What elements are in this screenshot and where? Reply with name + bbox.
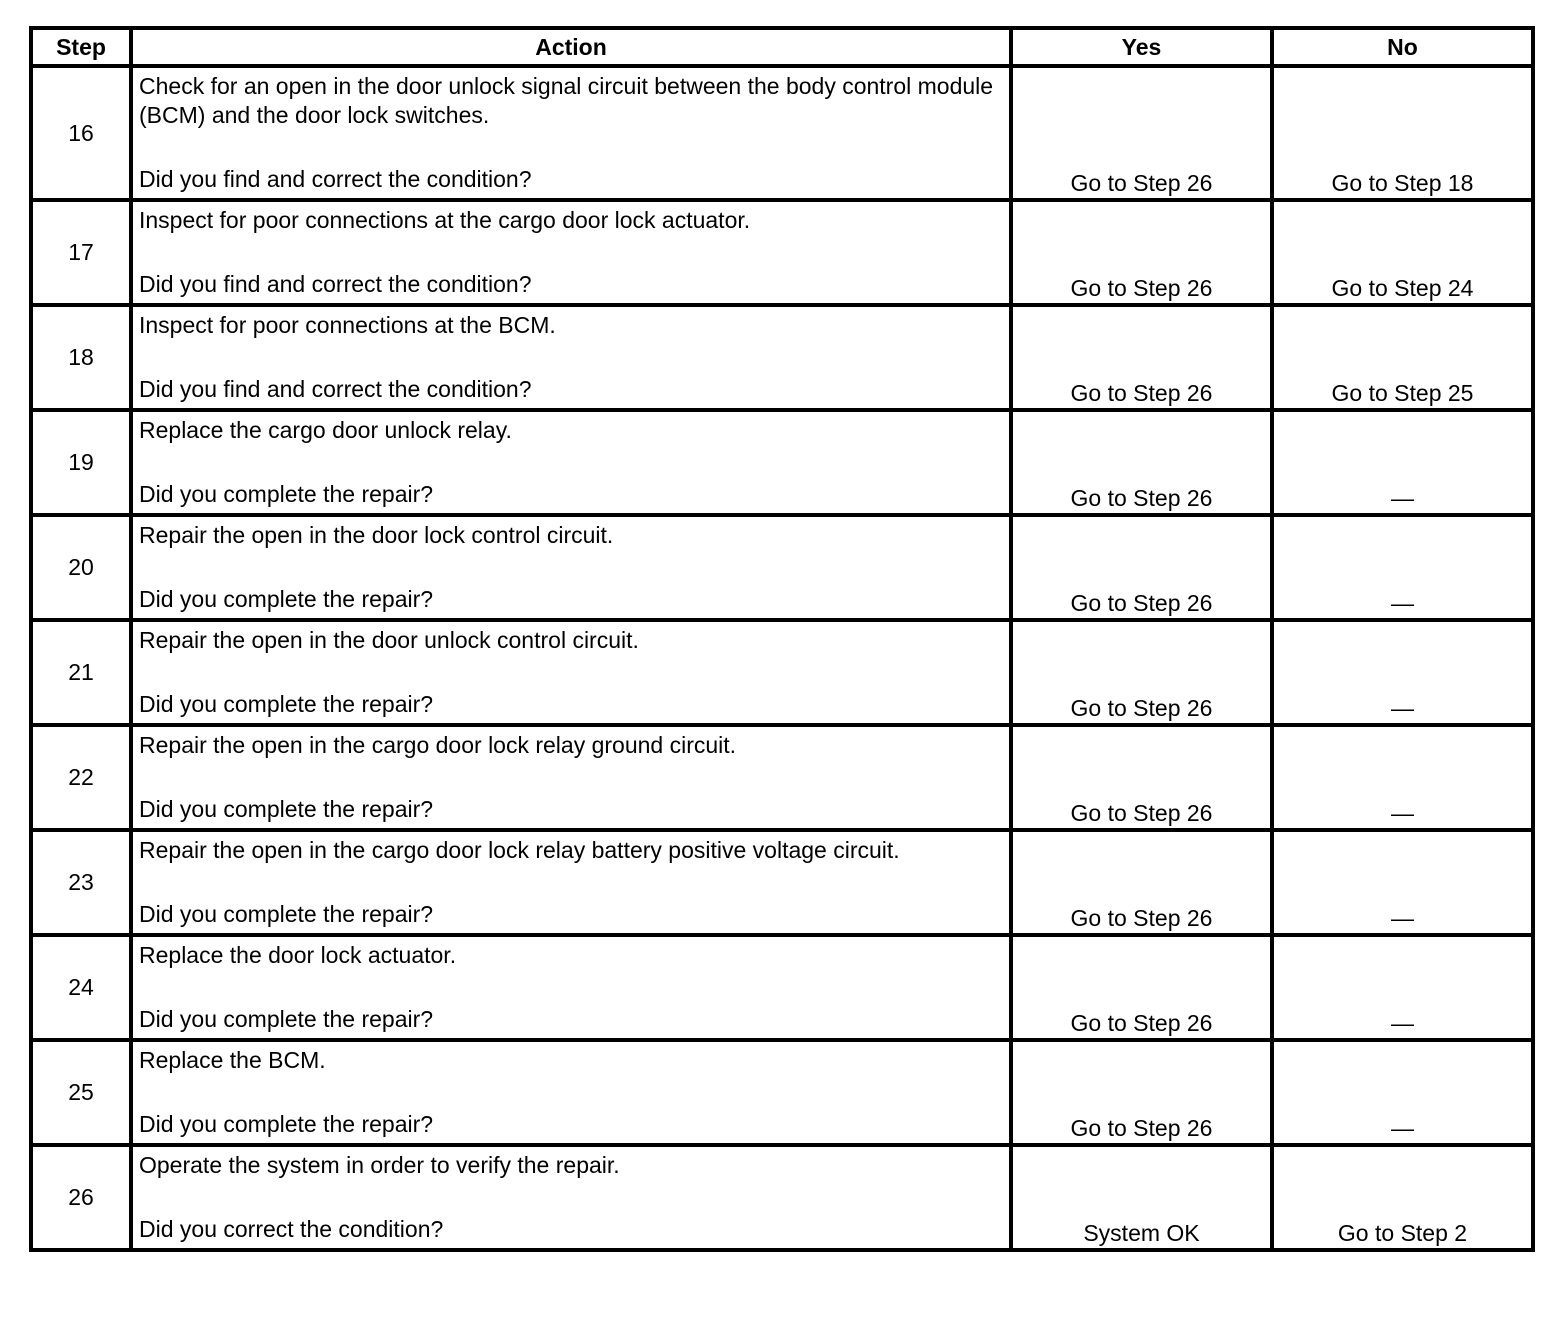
no-result: — [1272, 935, 1533, 1040]
yes-result: Go to Step 26 [1011, 1040, 1272, 1145]
yes-result: System OK [1011, 1145, 1272, 1250]
action-cell [131, 66, 1011, 200]
action-content [133, 1042, 1009, 1143]
step-number: 21 [31, 620, 131, 725]
action-question: Did you complete the repair? [139, 586, 434, 612]
action-cell [131, 200, 1011, 305]
header-step: Step [31, 28, 131, 66]
action-content [133, 937, 1009, 1038]
step-number: 26 [31, 1145, 131, 1250]
step-number: 20 [31, 515, 131, 620]
step-number: 19 [31, 410, 131, 515]
action-content [133, 68, 1009, 198]
action-content [133, 622, 1009, 723]
action-cell [131, 515, 1011, 620]
action-question: Did you complete the repair? [139, 796, 434, 822]
step-number: 22 [31, 725, 131, 830]
action-cell [131, 305, 1011, 410]
action-instruction: Operate the system in order to verify the repair. [139, 1152, 620, 1178]
action-instruction: Repair the open in the door lock control circuit. [139, 522, 614, 548]
table-row [31, 515, 1533, 620]
action-instruction: Repair the open in the door unlock control circuit. [139, 627, 639, 653]
table-row [31, 935, 1533, 1040]
table-row [31, 1040, 1533, 1145]
action-instruction: Inspect for poor connections at the cargo door lock actuator. [139, 207, 751, 233]
action-instruction: Replace the BCM. [139, 1047, 326, 1073]
action-instruction: Repair the open in the cargo door lock relay battery positive voltage circuit. [139, 837, 900, 863]
no-result: Go to Step 18 [1272, 66, 1533, 200]
action-question: Did you correct the condition? [139, 1216, 444, 1242]
step-number: 17 [31, 200, 131, 305]
action-cell [131, 1145, 1011, 1250]
step-number: 23 [31, 830, 131, 935]
header-no: No [1272, 28, 1533, 66]
action-instruction: Replace the cargo door unlock relay. [139, 417, 512, 443]
no-result: Go to Step 24 [1272, 200, 1533, 305]
table-row [31, 305, 1533, 410]
action-cell [131, 410, 1011, 515]
yes-result: Go to Step 26 [1011, 830, 1272, 935]
header-action: Action [131, 28, 1011, 66]
table-row [31, 725, 1533, 830]
action-question: Did you find and correct the condition? [139, 166, 532, 192]
action-content [133, 1147, 1009, 1248]
action-cell [131, 935, 1011, 1040]
action-question: Did you complete the repair? [139, 1111, 434, 1137]
table-body [31, 66, 1533, 1250]
yes-result: Go to Step 26 [1011, 935, 1272, 1040]
action-content [133, 307, 1009, 408]
table-row [31, 620, 1533, 725]
table-row [31, 830, 1533, 935]
no-result: Go to Step 2 [1272, 1145, 1533, 1250]
action-content [133, 727, 1009, 828]
table-row [31, 66, 1533, 200]
action-question: Did you find and correct the condition? [139, 376, 532, 402]
table-row [31, 200, 1533, 305]
no-result: — [1272, 830, 1533, 935]
action-cell [131, 1040, 1011, 1145]
step-number: 18 [31, 305, 131, 410]
yes-result: Go to Step 26 [1011, 410, 1272, 515]
diagnostic-table [29, 26, 1535, 1252]
no-result: — [1272, 515, 1533, 620]
action-question: Did you find and correct the condition? [139, 271, 532, 297]
no-result: — [1272, 1040, 1533, 1145]
action-instruction: Inspect for poor connections at the BCM. [139, 312, 556, 338]
action-content [133, 517, 1009, 618]
action-question: Did you complete the repair? [139, 901, 434, 927]
action-instruction: Repair the open in the cargo door lock relay ground circuit. [139, 732, 737, 758]
yes-result: Go to Step 26 [1011, 200, 1272, 305]
no-result: — [1272, 725, 1533, 830]
step-number: 24 [31, 935, 131, 1040]
action-content [133, 412, 1009, 513]
yes-result: Go to Step 26 [1011, 620, 1272, 725]
yes-result: Go to Step 26 [1011, 305, 1272, 410]
action-instruction: Replace the door lock actuator. [139, 942, 457, 968]
action-instruction: Check for an open in the door unlock signal circuit between the body control module (BCM) and the door lock switches. [139, 73, 994, 128]
action-cell [131, 620, 1011, 725]
action-content [133, 832, 1009, 933]
action-cell [131, 830, 1011, 935]
header-yes: Yes [1011, 28, 1272, 66]
yes-result: Go to Step 26 [1011, 66, 1272, 200]
step-number: 16 [31, 66, 131, 200]
no-result: Go to Step 25 [1272, 305, 1533, 410]
yes-result: Go to Step 26 [1011, 515, 1272, 620]
action-question: Did you complete the repair? [139, 691, 434, 717]
step-number: 25 [31, 1040, 131, 1145]
table-row [31, 410, 1533, 515]
no-result: — [1272, 410, 1533, 515]
table-header [31, 28, 1533, 66]
action-cell [131, 725, 1011, 830]
yes-result: Go to Step 26 [1011, 725, 1272, 830]
no-result: — [1272, 620, 1533, 725]
action-content [133, 202, 1009, 303]
header-row [31, 28, 1533, 66]
table-row [31, 1145, 1533, 1250]
action-question: Did you complete the repair? [139, 1006, 434, 1032]
action-question: Did you complete the repair? [139, 481, 434, 507]
